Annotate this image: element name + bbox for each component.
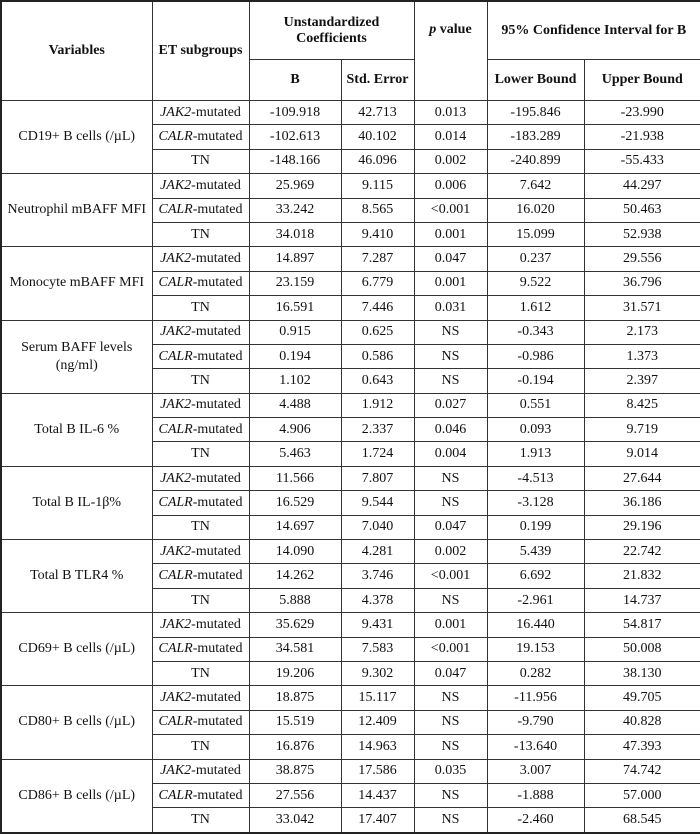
std-error-cell: 9.410 (341, 222, 414, 246)
subgroup-cell (152, 491, 249, 515)
variable-cell: CD19+ B cells (/µL) (1, 101, 152, 174)
std-error-cell: 7.583 (341, 637, 414, 661)
header-p-value (414, 1, 487, 101)
b-cell: 4.488 (249, 393, 341, 417)
variable-cell: CD86+ B cells (/µL) (1, 759, 152, 833)
gene-name: JAK2 (160, 616, 192, 632)
std-error-cell: 9.302 (341, 661, 414, 685)
gene-name: CALR (158, 421, 193, 437)
lower-bound-cell: -13.640 (487, 735, 584, 759)
subgroup-cell (152, 466, 249, 490)
subgroup-cell (152, 149, 249, 173)
p-value-cell: 0.046 (414, 418, 487, 442)
subgroup-tn: TN (191, 372, 210, 388)
p-value-cell: NS (414, 588, 487, 612)
upper-bound-cell: 2.397 (584, 369, 700, 393)
upper-bound-cell: 74.742 (584, 759, 700, 783)
lower-bound-cell: -2.961 (487, 588, 584, 612)
upper-bound-cell: 40.828 (584, 710, 700, 734)
mutated-suffix: -mutated (191, 543, 241, 559)
p-value-label: value (436, 22, 472, 37)
subgroup-cell (152, 710, 249, 734)
upper-bound-cell: 29.556 (584, 247, 700, 271)
p-value-cell: 0.047 (414, 661, 487, 685)
upper-bound-cell: 29.196 (584, 515, 700, 539)
gene-name: JAK2 (160, 104, 192, 120)
subgroup-cell (152, 637, 249, 661)
std-error-cell: 4.378 (341, 588, 414, 612)
lower-bound-cell: 7.642 (487, 174, 584, 198)
std-error-cell: 7.287 (341, 247, 414, 271)
upper-bound-cell: 21.832 (584, 564, 700, 588)
b-cell: 19.206 (249, 661, 341, 685)
std-error-cell: 7.446 (341, 296, 414, 320)
lower-bound-cell: 3.007 (487, 759, 584, 783)
upper-bound-cell: 52.938 (584, 222, 700, 246)
lower-bound-cell: -3.128 (487, 491, 584, 515)
std-error-cell: 1.724 (341, 442, 414, 466)
p-value-cell: 0.035 (414, 759, 487, 783)
gene-name: JAK2 (160, 470, 192, 486)
b-cell: 0.915 (249, 320, 341, 344)
b-cell: 1.102 (249, 369, 341, 393)
b-cell: 16.591 (249, 296, 341, 320)
b-cell: 14.697 (249, 515, 341, 539)
mutated-suffix: -mutated (192, 787, 243, 803)
std-error-cell: 9.115 (341, 174, 414, 198)
upper-bound-cell: 8.425 (584, 393, 700, 417)
lower-bound-cell: -0.194 (487, 369, 584, 393)
b-cell: 14.262 (249, 564, 341, 588)
b-cell: 25.969 (249, 174, 341, 198)
p-value-cell: 0.013 (414, 101, 487, 125)
variable-cell: Total B TLR4 % (1, 540, 152, 613)
table-row (1, 174, 700, 198)
std-error-cell: 14.963 (341, 735, 414, 759)
lower-bound-cell: -1.888 (487, 783, 584, 807)
subgroup-tn: TN (191, 519, 210, 535)
table-row (1, 540, 700, 564)
b-cell: 14.090 (249, 540, 341, 564)
subgroup-cell (152, 661, 249, 685)
subgroup-cell (152, 393, 249, 417)
mutated-suffix: -mutated (191, 616, 241, 632)
gene-name: JAK2 (160, 690, 192, 706)
std-error-cell: 15.117 (341, 686, 414, 710)
subgroup-cell (152, 271, 249, 295)
header-confidence-interval: 95% Confidence Interval for B (487, 1, 700, 60)
lower-bound-cell: 1.913 (487, 442, 584, 466)
lower-bound-cell: 0.282 (487, 661, 584, 685)
variable-cell: Monocyte mBAFF MFI (1, 247, 152, 320)
subgroup-cell (152, 613, 249, 637)
upper-bound-cell: 49.705 (584, 686, 700, 710)
gene-name: JAK2 (160, 177, 192, 193)
lower-bound-cell: 0.199 (487, 515, 584, 539)
std-error-cell: 17.407 (341, 808, 414, 833)
subgroup-cell (152, 564, 249, 588)
std-error-cell: 14.437 (341, 783, 414, 807)
gene-name: JAK2 (160, 543, 192, 559)
table-row (1, 247, 700, 271)
mutated-suffix: -mutated (192, 202, 243, 218)
header-lower-bound: Lower Bound (487, 60, 584, 101)
gene-name: CALR (158, 129, 193, 145)
std-error-cell: 0.625 (341, 320, 414, 344)
subgroup-cell (152, 418, 249, 442)
variable-cell: Neutrophil mBAFF MFI (1, 174, 152, 247)
b-cell: 33.242 (249, 198, 341, 222)
subgroup-cell (152, 588, 249, 612)
gene-name: CALR (158, 202, 193, 218)
p-value-cell: NS (414, 344, 487, 368)
upper-bound-cell: 27.644 (584, 466, 700, 490)
gene-name: CALR (158, 714, 193, 730)
b-cell: -148.166 (249, 149, 341, 173)
p-value-cell: <0.001 (414, 198, 487, 222)
p-value-cell: 0.001 (414, 613, 487, 637)
subgroup-tn: TN (191, 153, 210, 169)
lower-bound-cell: 6.692 (487, 564, 584, 588)
subgroup-cell (152, 735, 249, 759)
std-error-cell: 12.409 (341, 710, 414, 734)
subgroup-cell (152, 344, 249, 368)
mutated-suffix: -mutated (191, 397, 241, 413)
upper-bound-cell: 38.130 (584, 661, 700, 685)
std-error-cell: 7.040 (341, 515, 414, 539)
lower-bound-cell: 19.153 (487, 637, 584, 661)
header-upper-bound: Upper Bound (584, 60, 700, 101)
std-error-cell: 6.779 (341, 271, 414, 295)
subgroup-tn: TN (191, 738, 210, 754)
subgroup-tn: TN (191, 226, 210, 242)
subgroup-cell (152, 540, 249, 564)
mutated-suffix: -mutated (191, 470, 241, 486)
mutated-suffix: -mutated (192, 568, 243, 584)
header-b: B (249, 60, 341, 101)
subgroup-cell (152, 198, 249, 222)
p-symbol: p (429, 22, 437, 37)
std-error-cell: 8.565 (341, 198, 414, 222)
subgroup-tn: TN (191, 665, 210, 681)
mutated-suffix: -mutated (192, 129, 243, 145)
lower-bound-cell: -11.956 (487, 686, 584, 710)
upper-bound-cell: 68.545 (584, 808, 700, 833)
std-error-cell: 9.544 (341, 491, 414, 515)
header-et-subgroups: ET subgroups (152, 1, 249, 101)
mutated-suffix: -mutated (192, 421, 243, 437)
mutated-suffix: -mutated (192, 275, 243, 291)
std-error-cell: 2.337 (341, 418, 414, 442)
p-value-cell: 0.002 (414, 540, 487, 564)
b-cell: 14.897 (249, 247, 341, 271)
std-error-cell: 42.713 (341, 101, 414, 125)
mutated-suffix: -mutated (191, 104, 241, 120)
std-error-cell: 1.912 (341, 393, 414, 417)
gene-name: CALR (158, 275, 193, 291)
subgroup-cell (152, 296, 249, 320)
gene-name: CALR (158, 568, 193, 584)
table-row (1, 759, 700, 783)
p-value-cell: <0.001 (414, 637, 487, 661)
subgroup-cell (152, 101, 249, 125)
b-cell: -109.918 (249, 101, 341, 125)
subgroup-cell (152, 320, 249, 344)
std-error-cell: 46.096 (341, 149, 414, 173)
lower-bound-cell: -0.343 (487, 320, 584, 344)
table-row (1, 613, 700, 637)
std-error-cell: 4.281 (341, 540, 414, 564)
upper-bound-cell: -21.938 (584, 125, 700, 149)
upper-bound-cell: 36.796 (584, 271, 700, 295)
b-cell: 33.042 (249, 808, 341, 833)
subgroup-cell (152, 247, 249, 271)
p-value-cell: NS (414, 466, 487, 490)
upper-bound-cell: 31.571 (584, 296, 700, 320)
std-error-cell: 3.746 (341, 564, 414, 588)
lower-bound-cell: -4.513 (487, 466, 584, 490)
b-cell: 15.519 (249, 710, 341, 734)
lower-bound-cell: -240.899 (487, 149, 584, 173)
p-value-cell: 0.002 (414, 149, 487, 173)
mutated-suffix: -mutated (192, 348, 243, 364)
lower-bound-cell: 15.099 (487, 222, 584, 246)
b-cell: 5.463 (249, 442, 341, 466)
variable-cell: CD69+ B cells (/µL) (1, 613, 152, 686)
table-row (1, 320, 700, 344)
lower-bound-cell: 0.551 (487, 393, 584, 417)
variable-cell: CD80+ B cells (/µL) (1, 686, 152, 759)
p-value-cell: 0.001 (414, 222, 487, 246)
p-value-cell: NS (414, 491, 487, 515)
b-cell: 35.629 (249, 613, 341, 637)
std-error-cell: 0.643 (341, 369, 414, 393)
lower-bound-cell: 0.237 (487, 247, 584, 271)
lower-bound-cell: -195.846 (487, 101, 584, 125)
upper-bound-cell: 44.297 (584, 174, 700, 198)
p-value-cell: NS (414, 320, 487, 344)
upper-bound-cell: 54.817 (584, 613, 700, 637)
header-std-error: Std. Error (341, 60, 414, 101)
lower-bound-cell: -9.790 (487, 710, 584, 734)
b-cell: 18.875 (249, 686, 341, 710)
p-value-cell: NS (414, 735, 487, 759)
gene-name: CALR (158, 348, 193, 364)
p-value-cell: NS (414, 710, 487, 734)
mutated-suffix: -mutated (192, 714, 243, 730)
subgroup-cell (152, 686, 249, 710)
table-body (1, 101, 700, 833)
gene-name: JAK2 (160, 251, 192, 267)
upper-bound-cell: 9.014 (584, 442, 700, 466)
b-cell: 27.556 (249, 783, 341, 807)
p-value-cell: NS (414, 783, 487, 807)
b-cell: 23.159 (249, 271, 341, 295)
mutated-suffix: -mutated (191, 763, 241, 779)
variable-cell: Total B IL-6 % (1, 393, 152, 466)
subgroup-cell (152, 125, 249, 149)
lower-bound-cell: 9.522 (487, 271, 584, 295)
std-error-cell: 0.586 (341, 344, 414, 368)
p-value-cell: 0.006 (414, 174, 487, 198)
p-value-cell: NS (414, 686, 487, 710)
subgroup-cell (152, 783, 249, 807)
gene-name: CALR (158, 494, 193, 510)
p-value-cell: <0.001 (414, 564, 487, 588)
mutated-suffix: -mutated (192, 641, 243, 657)
table-row (1, 101, 700, 125)
subgroup-tn: TN (191, 592, 210, 608)
gene-name: JAK2 (160, 763, 192, 779)
header-unstandardized-coefficients: Unstandardized Coefficients (249, 1, 414, 60)
upper-bound-cell: -23.990 (584, 101, 700, 125)
subgroup-cell (152, 442, 249, 466)
gene-name: JAK2 (160, 324, 192, 340)
subgroup-tn: TN (191, 812, 210, 828)
b-cell: -102.613 (249, 125, 341, 149)
std-error-cell: 7.807 (341, 466, 414, 490)
upper-bound-cell: 14.737 (584, 588, 700, 612)
variable-cell: Total B IL-1β% (1, 466, 152, 539)
upper-bound-cell: 57.000 (584, 783, 700, 807)
p-value-cell: NS (414, 369, 487, 393)
upper-bound-cell: 22.742 (584, 540, 700, 564)
std-error-cell: 17.586 (341, 759, 414, 783)
upper-bound-cell: 50.008 (584, 637, 700, 661)
p-value-cell: 0.047 (414, 515, 487, 539)
subgroup-cell (152, 808, 249, 833)
p-value-cell: 0.031 (414, 296, 487, 320)
upper-bound-cell: 36.186 (584, 491, 700, 515)
header-row-top (1, 1, 700, 60)
b-cell: 0.194 (249, 344, 341, 368)
lower-bound-cell: 5.439 (487, 540, 584, 564)
std-error-cell: 40.102 (341, 125, 414, 149)
lower-bound-cell: 0.093 (487, 418, 584, 442)
subgroup-cell (152, 222, 249, 246)
subgroup-tn: TN (191, 299, 210, 315)
table-row (1, 393, 700, 417)
b-cell: 34.018 (249, 222, 341, 246)
std-error-cell: 9.431 (341, 613, 414, 637)
upper-bound-cell: 2.173 (584, 320, 700, 344)
p-value-cell: 0.004 (414, 442, 487, 466)
gene-name: CALR (158, 641, 193, 657)
p-value-cell: NS (414, 808, 487, 833)
lower-bound-cell: 16.440 (487, 613, 584, 637)
lower-bound-cell: 1.612 (487, 296, 584, 320)
b-cell: 4.906 (249, 418, 341, 442)
upper-bound-cell: 1.373 (584, 344, 700, 368)
b-cell: 34.581 (249, 637, 341, 661)
gene-name: JAK2 (160, 397, 192, 413)
variable-cell: Serum BAFF levels (ng/ml) (1, 320, 152, 393)
p-value-cell: 0.027 (414, 393, 487, 417)
lower-bound-cell: -183.289 (487, 125, 584, 149)
mutated-suffix: -mutated (191, 251, 241, 267)
b-cell: 38.875 (249, 759, 341, 783)
upper-bound-cell: -55.433 (584, 149, 700, 173)
lower-bound-cell: -0.986 (487, 344, 584, 368)
table-row (1, 466, 700, 490)
lower-bound-cell: -2.460 (487, 808, 584, 833)
p-value-cell: 0.047 (414, 247, 487, 271)
mutated-suffix: -mutated (191, 177, 241, 193)
lower-bound-cell: 16.020 (487, 198, 584, 222)
p-value-cell: 0.001 (414, 271, 487, 295)
mutated-suffix: -mutated (191, 690, 241, 706)
upper-bound-cell: 50.463 (584, 198, 700, 222)
subgroup-tn: TN (191, 446, 210, 462)
p-value-cell: 0.014 (414, 125, 487, 149)
upper-bound-cell: 9.719 (584, 418, 700, 442)
b-cell: 5.888 (249, 588, 341, 612)
header-variables: Variables (1, 1, 152, 101)
subgroup-cell (152, 369, 249, 393)
mutated-suffix: -mutated (192, 494, 243, 510)
subgroup-cell (152, 515, 249, 539)
mutated-suffix: -mutated (191, 324, 241, 340)
b-cell: 16.529 (249, 491, 341, 515)
b-cell: 16.876 (249, 735, 341, 759)
subgroup-cell (152, 759, 249, 783)
upper-bound-cell: 47.393 (584, 735, 700, 759)
gene-name: CALR (158, 787, 193, 803)
table-row (1, 686, 700, 710)
subgroup-cell (152, 174, 249, 198)
b-cell: 11.566 (249, 466, 341, 490)
